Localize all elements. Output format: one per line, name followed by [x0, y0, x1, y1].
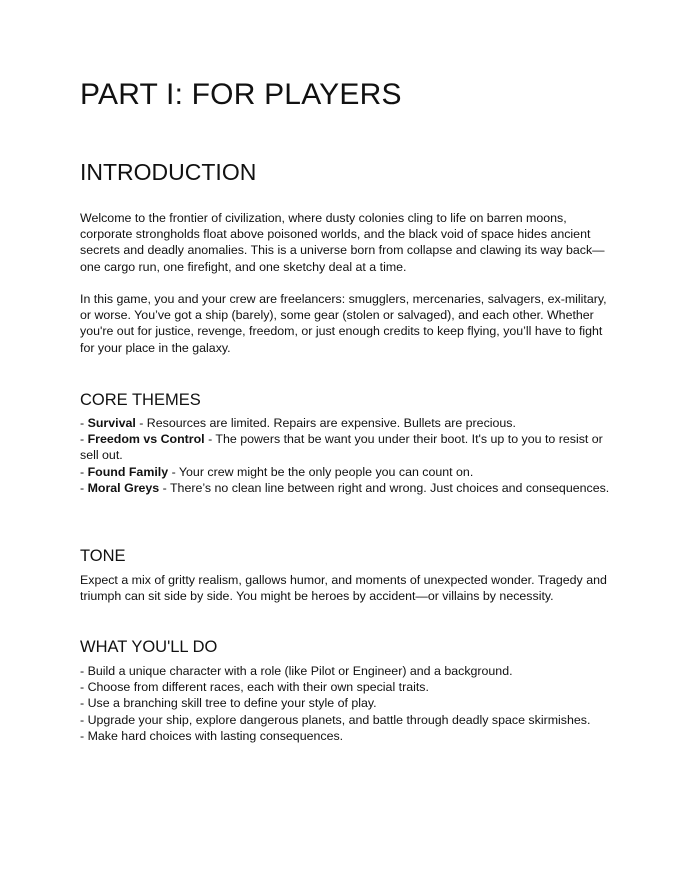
- list-bullet: -: [80, 432, 88, 447]
- list-item: - Build a unique character with a role (like Pilot or Engineer) and a background.: [80, 664, 513, 678]
- list-bullet: -: [80, 480, 88, 495]
- list-item: - Make hard choices with lasting consequences.: [80, 728, 344, 743]
- theme-term: Moral Greys: [87, 480, 160, 495]
- theme-description: - Resources are limited. Repairs are expensive. Bullets are precious.: [135, 416, 516, 430]
- list-item: - Use a branching skill tree to define your style of play.: [80, 696, 377, 711]
- introduction-heading: INTRODUCTION: [80, 159, 257, 185]
- theme-term: Found Family: [87, 464, 169, 479]
- list-item: [80, 480, 610, 496]
- theme-description: - Your crew might be the only people you can count on.: [168, 464, 474, 479]
- core-themes-heading: CORE THEMES: [80, 391, 201, 409]
- core-themes-list: [80, 415, 610, 496]
- theme-description: - The powers that be want you under their boot. It's up to you to resist or sell out.: [80, 432, 603, 463]
- page-title: PART I: FOR PLAYERS: [80, 78, 402, 111]
- theme-description: - There’s no clean line between right and wrong. Just choices and consequences.: [159, 480, 610, 495]
- tone-heading: TONE: [80, 547, 126, 565]
- list-bullet: -: [80, 416, 88, 430]
- list-item: [80, 415, 610, 431]
- list-item: [80, 464, 610, 480]
- list-item: [80, 431, 610, 463]
- list-bullet: -: [80, 464, 88, 479]
- intro-paragraph-2: In this game, you and your crew are freelancers: smugglers, mercenaries, salvagers, ex-military, or worse. You’ve got a ship (barely), some gear (stolen or salvaged), and each other. Whether you're out for justice, revenge, freedom, or just enough credits to keep flying, you’ll have to fight for your place in the galaxy.: [80, 292, 607, 355]
- what-youll-do-heading: WHAT YOU'LL DO: [80, 638, 218, 656]
- what-youll-do-list: [80, 663, 610, 744]
- theme-term: Survival: [87, 416, 136, 430]
- theme-term: Freedom vs Control: [87, 432, 205, 447]
- tone-paragraph: Expect a mix of gritty realism, gallows humor, and moments of unexpected wonder. Tragedy and triumph can sit side by side. You might be heroes by accident—or villains by necessity.: [80, 573, 607, 604]
- list-item: - Choose from different races, each with their own special traits.: [80, 680, 429, 695]
- intro-paragraph-1: Welcome to the frontier of civilization, where dusty colonies cling to life on barren moons, corporate strongholds float above poisoned worlds, and the black void of space hides ancient secrets and deadly anomalies. This is a universe born from collapse and clawing its way back—one cargo run, one firefight, and one sketchy deal at a time.: [80, 211, 605, 274]
- list-item: - Upgrade your ship, explore dangerous planets, and battle through deadly space skirmishes.: [80, 712, 591, 727]
